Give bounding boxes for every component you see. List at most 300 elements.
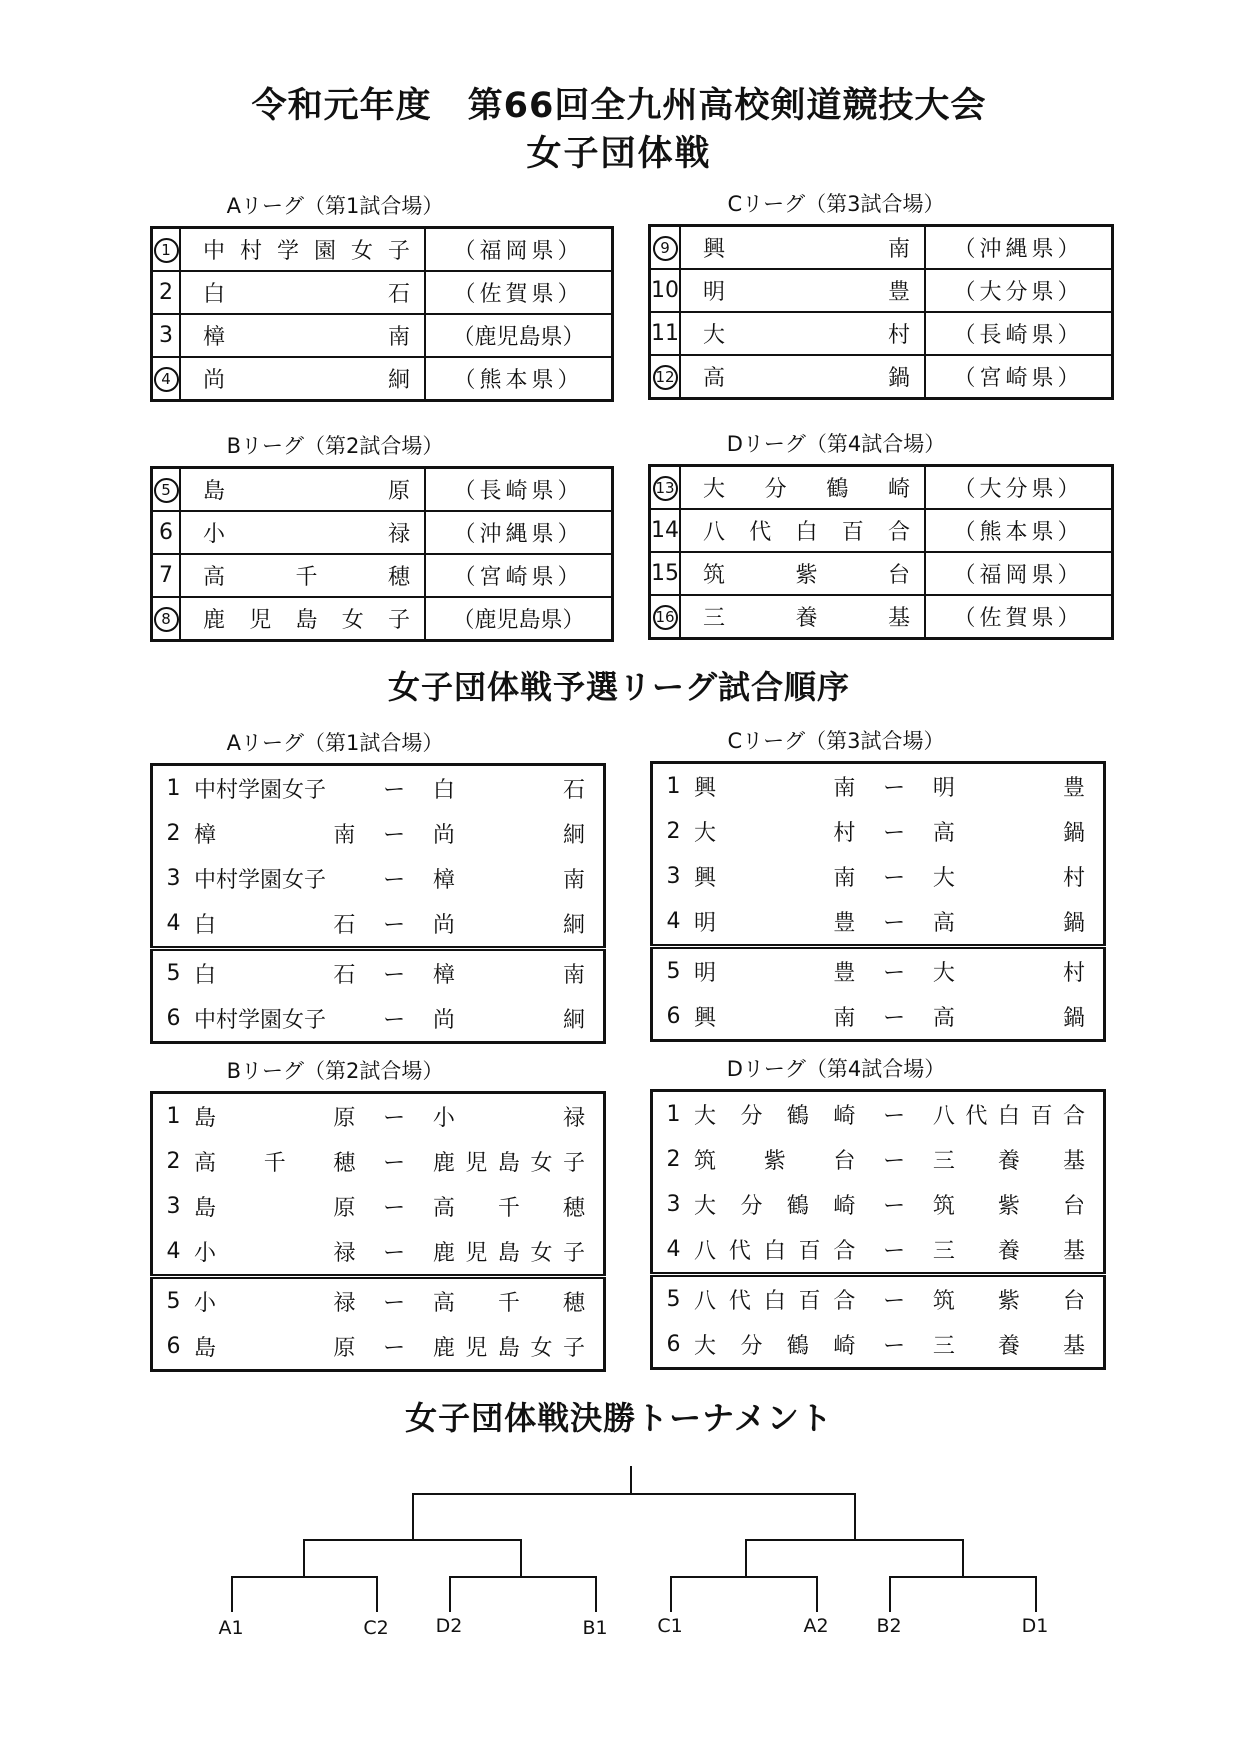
name-char: 百 (1030, 1104, 1053, 1129)
match-number: 4 (666, 909, 681, 934)
team-number-label: 14 (651, 518, 679, 543)
match-home-team (194, 901, 355, 949)
name-char: 八 (703, 520, 726, 545)
team-name (680, 552, 925, 595)
name-char: 大 (694, 1194, 717, 1219)
name-char: 紫 (997, 1194, 1020, 1219)
name-char: 鹿 (432, 1336, 455, 1361)
team-prefecture: （宮崎県） (425, 554, 613, 597)
away-team-chars (933, 1189, 1085, 1220)
bracket-line (889, 1576, 1037, 1578)
team-name-chars (203, 474, 410, 505)
match-away-team (933, 1322, 1105, 1369)
match-dash: ー (383, 823, 406, 848)
away-team-chars (433, 1236, 585, 1267)
name-char: 白 (194, 913, 217, 938)
team-row (650, 355, 1113, 399)
match-dash: ー (883, 776, 906, 801)
home-team-chars (694, 1099, 855, 1130)
match-number: 2 (166, 821, 181, 846)
match-home-team (194, 856, 355, 901)
team-number-label: 7 (159, 563, 173, 588)
match-dash: ー (383, 1008, 406, 1033)
team-row (650, 552, 1113, 595)
team-number-label: 10 (651, 278, 679, 303)
name-char: 島 (194, 1196, 217, 1221)
league-d-team-table (648, 464, 1114, 640)
team-prefecture: （佐賀県） (425, 271, 613, 314)
team-prefecture: （長崎県） (925, 312, 1113, 355)
away-team-chars (433, 773, 585, 804)
name-char: 白 (763, 1239, 786, 1264)
team-number-label: 16 (653, 605, 678, 630)
name-char: 千 (497, 1196, 520, 1221)
match-away-team (933, 763, 1105, 810)
match-number: 1 (666, 774, 681, 799)
away-team-chars (933, 956, 1085, 987)
home-team-chars (694, 816, 855, 847)
team-number (650, 312, 681, 355)
name-char: 明 (703, 280, 726, 305)
team-number-label: 13 (653, 476, 678, 501)
name-char: 原 (333, 1106, 356, 1131)
name-char: 養 (795, 606, 818, 631)
name-char: 南 (833, 1006, 856, 1031)
bracket-line (231, 1576, 233, 1612)
match-away-team (933, 1091, 1105, 1138)
match-away-team (933, 854, 1105, 899)
home-team-chars (194, 1003, 355, 1034)
name-char: 基 (1062, 1334, 1085, 1359)
away-team-chars (433, 1191, 585, 1222)
name-char: 大 (694, 821, 717, 846)
team-number-label: 9 (653, 236, 678, 261)
match-row (652, 899, 1105, 947)
schedule-title: 女子団体戦予選リーグ試合順序 (387, 668, 850, 706)
match-home-team (194, 1093, 355, 1140)
page-title: 令和元年度 第66回全九州高校剣道競技大会 (251, 86, 987, 126)
match-dash: ー (883, 1149, 906, 1174)
bracket-slot-a1: A1 (218, 1617, 244, 1639)
away-team-chars (433, 818, 585, 849)
name-char: 興 (694, 866, 717, 891)
name-char: 児 (465, 1241, 488, 1266)
match-number: 2 (166, 1149, 181, 1174)
team-row (650, 226, 1113, 270)
match-dash: ー (883, 1334, 906, 1359)
name-char: 南 (333, 823, 356, 848)
home-team-chars (194, 908, 355, 939)
name-char: 合 (1062, 1104, 1085, 1129)
match-away-team (933, 1227, 1105, 1275)
home-team-chars (194, 863, 355, 894)
bracket-line (854, 1493, 856, 1540)
team-prefecture: （佐賀県） (925, 595, 1113, 639)
team-number (152, 511, 181, 554)
name-char: 島 (194, 1336, 217, 1361)
home-team-chars (694, 1001, 855, 1032)
team-name-chars (703, 515, 910, 546)
name-char: 高 (932, 911, 955, 936)
match-dash: ー (855, 947, 932, 995)
team-number-label: 5 (154, 478, 179, 503)
match-away-team (433, 1139, 605, 1184)
bracket-line (962, 1539, 964, 1577)
name-char: 鶴 (786, 1194, 809, 1219)
away-team-chars (433, 1003, 585, 1034)
match-row (152, 1139, 605, 1184)
name-char: 代 (965, 1104, 988, 1129)
name-char: 鶴 (786, 1334, 809, 1359)
match-dash: ー (883, 1006, 906, 1031)
match-dash: ー (883, 1239, 906, 1264)
bracket-slot-c1: C1 (657, 1615, 683, 1637)
name-char: 児 (465, 1336, 488, 1361)
team-prefecture: （大分県） (925, 269, 1113, 312)
name-char: 鹿 (432, 1151, 455, 1176)
match-home-team (694, 994, 855, 1041)
name-char: 千 (263, 1151, 286, 1176)
name-char: 南 (562, 963, 585, 988)
team-row (152, 597, 613, 641)
team-row (650, 595, 1113, 639)
name-char: 分 (740, 1104, 763, 1129)
name-char: 高 (932, 1006, 955, 1031)
name-char: 絅 (562, 823, 585, 848)
name-char: 三 (932, 1239, 955, 1264)
name-char: 三 (703, 606, 726, 631)
bracket-line (670, 1576, 672, 1612)
name-char: 興 (703, 237, 726, 262)
name-char: 白 (432, 778, 455, 803)
name-char: 大 (694, 1104, 717, 1129)
name-char: 石 (333, 963, 356, 988)
team-number (650, 552, 681, 595)
name-char: 筑 (932, 1289, 955, 1314)
match-row (152, 1184, 605, 1229)
match-home-team (694, 1182, 855, 1227)
name-char: 台 (833, 1149, 856, 1174)
match-row (652, 1091, 1105, 1138)
team-number (152, 228, 181, 272)
team-number-label: 6 (159, 520, 173, 545)
away-team-chars (933, 771, 1085, 802)
match-number: 6 (166, 1006, 181, 1031)
home-team-chars (194, 1236, 355, 1267)
team-prefecture: （福岡県） (925, 552, 1113, 595)
match-row (152, 996, 605, 1043)
team-name (180, 511, 425, 554)
name-char: 南 (887, 237, 910, 262)
name-char: 小 (194, 1291, 217, 1316)
match-number: 3 (166, 866, 181, 891)
name-char: 代 (728, 1239, 751, 1264)
name-char: 高 (203, 565, 226, 590)
schedule-b-table (150, 1091, 606, 1372)
name-char: 原 (387, 479, 410, 504)
team-number-label: 8 (154, 607, 179, 632)
match-number: 6 (666, 1004, 681, 1029)
match-home-team (694, 1091, 855, 1138)
team-name-chars (703, 472, 910, 503)
name-char: 明 (694, 961, 717, 986)
match-home-team (194, 1277, 355, 1325)
schedule-c-table (650, 761, 1106, 1042)
match-away-team (933, 809, 1105, 854)
name-char: 養 (997, 1149, 1020, 1174)
name-char: 興 (694, 776, 717, 801)
team-name (180, 468, 425, 512)
away-team-chars (933, 1329, 1085, 1360)
match-row (652, 1227, 1105, 1275)
team-number-label: 1 (154, 238, 179, 263)
team-name-chars (203, 320, 410, 351)
name-char: 子 (562, 1336, 585, 1361)
match-away-team (433, 1093, 605, 1140)
bracket-line (670, 1576, 818, 1578)
team-row (152, 228, 613, 272)
schedule-d-table (650, 1089, 1106, 1370)
match-dash: ー (383, 868, 406, 893)
team-number (152, 597, 181, 641)
match-row (652, 994, 1105, 1041)
match-away-team (433, 949, 605, 997)
name-char: 島 (497, 1241, 520, 1266)
team-name (680, 595, 925, 639)
match-away-team (933, 899, 1105, 947)
away-team-chars (433, 1331, 585, 1362)
team-name-chars (203, 517, 410, 548)
bracket-slot-d2: D2 (435, 1615, 463, 1637)
match-number: 5 (652, 947, 695, 995)
match-number: 5 (152, 1277, 195, 1325)
name-char: 崎 (887, 477, 910, 502)
bracket-line (449, 1576, 451, 1612)
name-char: 樟 (203, 325, 226, 350)
home-team-chars (694, 906, 855, 937)
away-team-chars (433, 1286, 585, 1317)
match-home-team (694, 899, 855, 947)
match-dash: ー (383, 1241, 406, 1266)
bracket-slot-b2: B2 (876, 1615, 902, 1637)
match-number: 2 (666, 819, 681, 844)
match-home-team (694, 947, 855, 995)
team-prefecture: （熊本県） (925, 509, 1113, 552)
match-number: 4 (166, 1239, 181, 1264)
home-team-chars (194, 1331, 355, 1362)
name-char: 南 (833, 776, 856, 801)
home-team-chars (694, 956, 855, 987)
team-row (152, 511, 613, 554)
match-row (652, 763, 1105, 810)
name-char: 中 (203, 239, 226, 264)
name-char: 禄 (333, 1241, 356, 1266)
name-char: 百 (798, 1289, 821, 1314)
team-name (180, 597, 425, 641)
name-char: 村 (833, 821, 856, 846)
name-char: 高 (194, 1151, 217, 1176)
match-away-team (933, 1275, 1105, 1323)
match-row (152, 1093, 605, 1140)
bracket-line (303, 1539, 305, 1577)
bracket-slot-d1: D1 (1021, 1615, 1049, 1637)
name-char: 鍋 (1062, 821, 1085, 846)
name-char: 分 (740, 1334, 763, 1359)
name-char: 明 (932, 776, 955, 801)
away-team-chars (433, 908, 585, 939)
team-name (680, 509, 925, 552)
team-number-label: 12 (653, 365, 678, 390)
team-number (650, 355, 681, 399)
match-home-team (694, 763, 855, 810)
name-char: 子 (562, 1151, 585, 1176)
match-row (152, 856, 605, 901)
match-dash: ー (383, 1151, 406, 1176)
name-char: 中村学園女子 (194, 868, 327, 893)
match-number: 6 (166, 1334, 181, 1359)
name-char: 原 (333, 1336, 356, 1361)
away-team-chars (933, 861, 1085, 892)
bracket-slot-c2: C2 (363, 1617, 389, 1639)
name-char: 高 (432, 1196, 455, 1221)
bracket-line (630, 1466, 632, 1494)
name-char: 白 (997, 1104, 1020, 1129)
bracket-line (303, 1539, 522, 1541)
match-home-team (194, 1324, 355, 1371)
league-a-team-table (150, 226, 614, 402)
match-home-team (194, 1184, 355, 1229)
team-name-chars (203, 363, 410, 394)
team-row (650, 312, 1113, 355)
name-char: 八 (694, 1239, 717, 1264)
name-char: 紫 (763, 1149, 786, 1174)
team-number (650, 226, 681, 270)
page-subtitle: 女子団体戦 (526, 134, 712, 174)
team-number-label: 11 (651, 321, 679, 346)
name-char: 女 (350, 239, 373, 264)
team-name (680, 466, 925, 510)
match-row (152, 949, 605, 997)
name-char: 基 (1062, 1239, 1085, 1264)
name-char: 筑 (694, 1149, 717, 1174)
match-number: 5 (652, 1275, 695, 1323)
name-char: 石 (333, 913, 356, 938)
name-char: 穂 (562, 1291, 585, 1316)
schedule-a-table (150, 763, 606, 1044)
bracket-line (889, 1576, 891, 1612)
name-char: 明 (694, 911, 717, 936)
team-row (152, 554, 613, 597)
name-char: 園 (313, 239, 336, 264)
match-row (652, 1275, 1105, 1323)
match-row (652, 809, 1105, 854)
away-team-chars (933, 1144, 1085, 1175)
match-number: 3 (666, 864, 681, 889)
team-row (650, 269, 1113, 312)
name-char: 興 (694, 1006, 717, 1031)
team-name (680, 269, 925, 312)
name-char: 台 (887, 563, 910, 588)
name-char: 子 (387, 608, 410, 633)
tournament-title: 女子団体戦決勝トーナメント (405, 1399, 833, 1437)
home-team-chars (694, 1284, 855, 1315)
name-char: 小 (432, 1106, 455, 1131)
match-dash: ー (355, 1277, 432, 1325)
name-char: 大 (932, 866, 955, 891)
match-row (152, 1229, 605, 1277)
name-char: 鶴 (826, 477, 849, 502)
match-away-team (433, 996, 605, 1043)
name-char: 穂 (387, 565, 410, 590)
match-row (152, 765, 605, 812)
match-row (652, 1322, 1105, 1369)
name-char: 学 (276, 239, 299, 264)
name-char: 絅 (562, 1008, 585, 1033)
team-number (650, 509, 681, 552)
team-number-label: 15 (651, 561, 679, 586)
league-d-label: Dリーグ（第4試合場） (726, 432, 946, 456)
match-away-team (433, 856, 605, 901)
name-char: 崎 (833, 1104, 856, 1129)
team-prefecture: （福岡県） (425, 228, 613, 272)
team-number (650, 595, 681, 639)
team-name-chars (203, 234, 410, 265)
match-dash: ー (383, 1106, 406, 1131)
name-char: 島 (295, 608, 318, 633)
name-char: 石 (387, 282, 410, 307)
home-team-chars (694, 1189, 855, 1220)
match-dash: ー (383, 1336, 406, 1361)
team-name-chars (203, 603, 410, 634)
team-name (180, 271, 425, 314)
bracket-line (745, 1539, 964, 1541)
bracket-line (745, 1539, 747, 1577)
match-away-team (933, 1137, 1105, 1182)
name-char: 小 (203, 522, 226, 547)
away-team-chars (433, 863, 585, 894)
name-char: 石 (562, 778, 585, 803)
name-char: 大 (932, 961, 955, 986)
match-home-team (194, 949, 355, 997)
team-row (152, 314, 613, 357)
name-char: 子 (387, 239, 410, 264)
bracket-line (412, 1493, 414, 1540)
name-char: 鍋 (887, 366, 910, 391)
team-name (180, 314, 425, 357)
name-char: 絅 (387, 368, 410, 393)
name-char: 基 (1062, 1149, 1085, 1174)
name-char: 村 (887, 323, 910, 348)
name-char: 樟 (194, 823, 217, 848)
name-char: 白 (795, 520, 818, 545)
match-row (152, 1277, 605, 1325)
home-team-chars (694, 771, 855, 802)
match-number: 1 (666, 1102, 681, 1127)
name-char: 小 (194, 1241, 217, 1266)
match-home-team (694, 1322, 855, 1369)
away-team-chars (433, 1146, 585, 1177)
schedule-d-label: Dリーグ（第4試合場） (726, 1057, 946, 1081)
name-char: 鹿 (203, 608, 226, 633)
match-number: 3 (166, 1194, 181, 1219)
name-char: 百 (841, 520, 864, 545)
bracket-line (595, 1576, 597, 1612)
name-char: 樟 (432, 963, 455, 988)
match-number: 4 (166, 911, 181, 936)
team-prefecture: （熊本県） (425, 357, 613, 401)
team-number (152, 554, 181, 597)
name-char: 島 (497, 1151, 520, 1176)
